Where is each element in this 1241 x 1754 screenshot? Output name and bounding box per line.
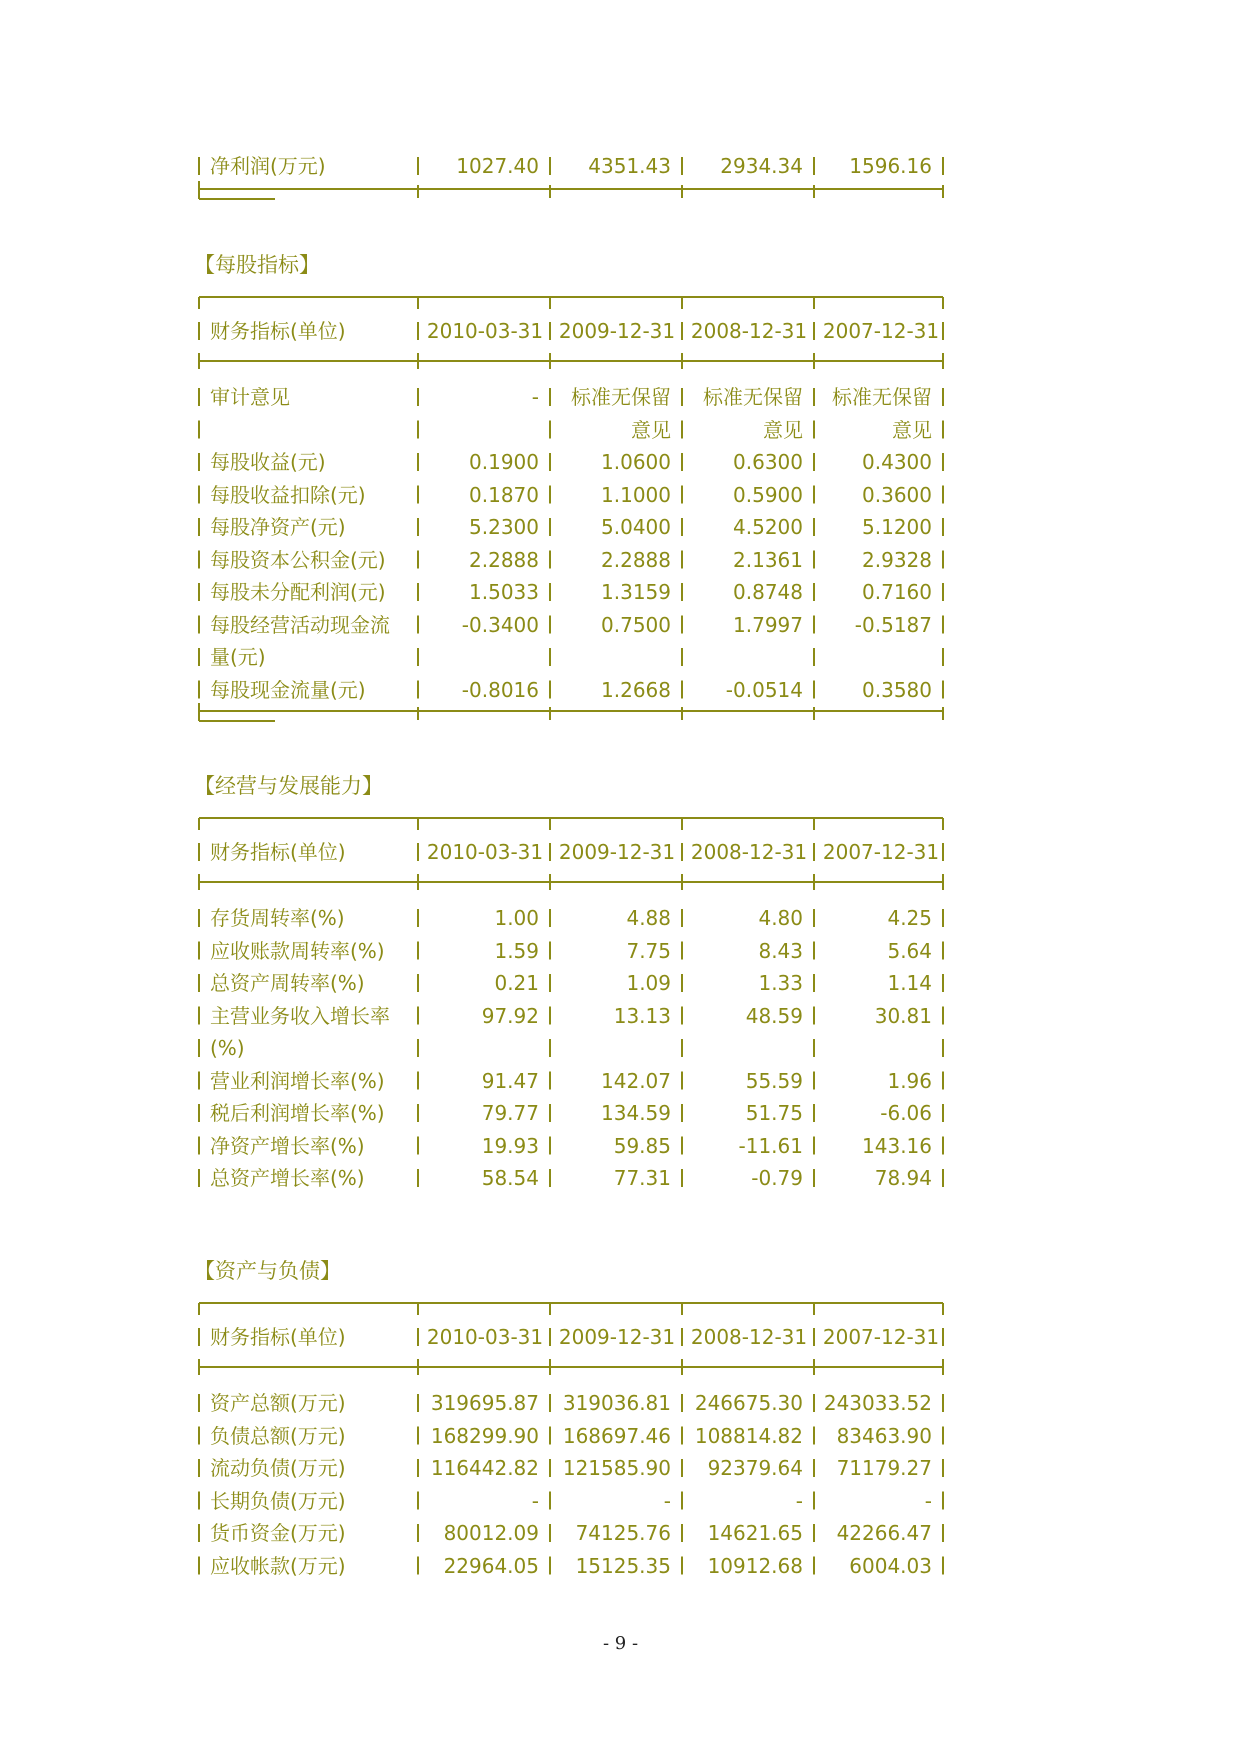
table-cell-value-2008: 意见 — [763, 417, 803, 442]
table-header-2007: 2007-12-31 — [822, 1325, 940, 1349]
table-cell-value-2008: 55.59 — [745, 1068, 803, 1093]
table-cell-value-2007: 78.94 — [874, 1166, 932, 1190]
table-cell-value-2010: 319695.87 — [430, 1391, 539, 1415]
table-cell-value-2008: 标准无保留 — [703, 385, 803, 409]
table-cell-value-2007: -6.06 — [880, 1101, 932, 1125]
table-cell-value-2009: 1.2668 — [601, 677, 671, 702]
table-cell-value-2010: 0.1900 — [469, 450, 539, 474]
table-cell-value-2007: 0.3600 — [862, 482, 932, 507]
table-header-2009: 2009-12-31 — [558, 319, 676, 343]
table-header-2010: 2010-03-31 — [426, 1325, 544, 1349]
table-cell-value-2008: 1.33 — [758, 971, 803, 995]
table-cell-value-2009: 142.07 — [601, 1068, 671, 1093]
table-cell-value-2009: 134.59 — [601, 1101, 671, 1125]
table-cell-value-2010: 22964.05 — [443, 1553, 539, 1578]
continuation-value-2009: 4351.43 — [588, 154, 671, 178]
table-cell-row-label: 负债总额(万元) — [210, 1423, 346, 1448]
continuation-value-2008: 2934.34 — [720, 154, 803, 178]
continuation-row-label: 净利润(万元) — [210, 154, 326, 178]
table-cell-row-label: 每股现金流量(元) — [210, 677, 366, 702]
table-header-2010: 2010-03-31 — [426, 840, 544, 864]
table-cell-row-label: 净资产增长率(%) — [210, 1133, 365, 1158]
table-cell-value-2007: 83463.90 — [836, 1423, 932, 1448]
table-cell-value-2010: 58.54 — [481, 1166, 539, 1190]
table-cell-value-2008: 2.1361 — [733, 547, 803, 572]
continuation-value-2007: 1596.16 — [849, 154, 932, 178]
table-cell-row-label: 每股净资产(元) — [210, 515, 346, 539]
section-title-assets-liabilities: 【资产与负债】 — [194, 1259, 341, 1283]
table-cell-value-2008: -11.61 — [738, 1133, 803, 1158]
table-cell-value-2009: 1.1000 — [601, 482, 671, 507]
table-cell-value-2008: 0.8748 — [733, 580, 803, 604]
table-header-2010: 2010-03-31 — [426, 319, 544, 343]
table-header-label: 财务指标(单位) — [210, 319, 346, 343]
table-cell-value-2009: 319036.81 — [562, 1391, 671, 1415]
table-cell-value-2009: 121585.90 — [562, 1456, 671, 1480]
table-header-label: 财务指标(单位) — [210, 840, 346, 864]
table-cell-value-2007: 0.4300 — [862, 450, 932, 474]
continuation-value-2010: 1027.40 — [456, 154, 539, 178]
table-cell-value-2010: 168299.90 — [430, 1423, 539, 1448]
table-cell-value-2009: 13.13 — [613, 1003, 671, 1028]
table-cell-value-2009: - — [663, 1488, 671, 1513]
table-cell-value-2008: 1.7997 — [733, 612, 803, 637]
section-1-table-rules — [199, 297, 943, 721]
section-title-per-share: 【每股指标】 — [194, 253, 320, 277]
table-cell-row-label: 存货周转率(%) — [210, 906, 345, 930]
table-cell-value-2008: - — [795, 1488, 803, 1513]
table-cell-row-label: 总资产周转率(%) — [210, 971, 365, 995]
table-cell-value-2010: 80012.09 — [443, 1521, 539, 1545]
table-cell-value-2009: 77.31 — [613, 1166, 671, 1190]
table-cell-row-label: 每股未分配利润(元) — [210, 580, 386, 604]
table-cell-value-2007: 2.9328 — [862, 547, 932, 572]
table-header-2008: 2008-12-31 — [690, 319, 808, 343]
table-cell-value-2010: -0.8016 — [461, 677, 539, 702]
table-cell-value-2009: 2.2888 — [601, 547, 671, 572]
table-cell-value-2008: 10912.68 — [707, 1553, 803, 1578]
table-header-label: 财务指标(单位) — [210, 1325, 346, 1349]
table-cell-value-2007: 5.64 — [887, 938, 932, 963]
table-cell-value-2008: 48.59 — [745, 1003, 803, 1028]
table-cell-value-2010: 116442.82 — [430, 1456, 539, 1480]
table-cell-value-2009: 1.0600 — [601, 450, 671, 474]
table-cell-value-2009: 4.88 — [626, 906, 671, 930]
table-cell-row-label: 量(元) — [210, 645, 266, 669]
table-header-2008: 2008-12-31 — [690, 840, 808, 864]
table-cell-value-2008: 51.75 — [745, 1101, 803, 1125]
table-cell-value-2009: 意见 — [631, 417, 671, 442]
table-cell-value-2008: 92379.64 — [707, 1456, 803, 1480]
table-cell-value-2010: 79.77 — [481, 1101, 539, 1125]
table-cell-value-2008: 4.80 — [758, 906, 803, 930]
table-cell-value-2010: 5.2300 — [469, 515, 539, 539]
table-header-2009: 2009-12-31 — [558, 840, 676, 864]
table-header-2007: 2007-12-31 — [822, 840, 940, 864]
table-header-2008: 2008-12-31 — [690, 1325, 808, 1349]
table-cell-value-2010: 0.21 — [494, 971, 539, 995]
continuation-table-rules — [199, 181, 943, 199]
table-cell-value-2008: 108814.82 — [694, 1423, 803, 1448]
table-cell-row-label: 流动负债(万元) — [210, 1456, 346, 1480]
table-cell-value-2009: 59.85 — [613, 1133, 671, 1158]
table-cell-row-label: 每股收益(元) — [210, 450, 326, 474]
table-cell-value-2007: - — [924, 1488, 932, 1513]
table-cell-value-2009: 7.75 — [626, 938, 671, 963]
table-cell-value-2007: 30.81 — [874, 1003, 932, 1028]
page-number: - 9 - — [602, 1633, 639, 1654]
table-cell-row-label: 每股经营活动现金流 — [210, 612, 390, 637]
table-cell-value-2007: 意见 — [892, 417, 932, 442]
table-cell-value-2009: 15125.35 — [575, 1553, 671, 1578]
table-cell-row-label: 资产总额(万元) — [210, 1391, 346, 1415]
table-cell-value-2009: 168697.46 — [562, 1423, 671, 1448]
section-title-operations: 【经营与发展能力】 — [194, 774, 383, 798]
table-cell-value-2007: 6004.03 — [849, 1553, 932, 1578]
table-cell-value-2008: 4.5200 — [733, 515, 803, 539]
table-header-2007: 2007-12-31 — [822, 319, 940, 343]
table-cell-value-2007: 0.3580 — [862, 677, 932, 702]
table-cell-row-label: 总资产增长率(%) — [210, 1166, 365, 1190]
table-cell-value-2007: 71179.27 — [836, 1456, 932, 1480]
table-cell-value-2010: 1.00 — [494, 906, 539, 930]
table-cell-value-2010: 1.59 — [494, 938, 539, 963]
table-cell-row-label: 每股收益扣除(元) — [210, 482, 366, 507]
table-cell-value-2009: 0.7500 — [601, 612, 671, 637]
table-cell-value-2010: -0.3400 — [461, 612, 539, 637]
table-cell-value-2008: 0.6300 — [733, 450, 803, 474]
table-cell-value-2007: 1.14 — [887, 971, 932, 995]
table-cell-row-label: 应收帐款(万元) — [210, 1553, 346, 1578]
table-cell-value-2007: 4.25 — [887, 906, 932, 930]
table-cell-value-2008: -0.79 — [751, 1166, 803, 1190]
table-cell-value-2010: - — [531, 1488, 539, 1513]
table-cell-value-2008: 14621.65 — [707, 1521, 803, 1545]
table-cell-row-label: 主营业务收入增长率 — [210, 1003, 390, 1028]
table-cell-row-label: 长期负债(万元) — [210, 1488, 346, 1513]
table-cell-value-2010: 19.93 — [481, 1133, 539, 1158]
table-cell-value-2010: 1.5033 — [469, 580, 539, 604]
table-cell-row-label: (%) — [210, 1036, 245, 1060]
table-cell-value-2008: 8.43 — [758, 938, 803, 963]
table-cell-value-2010: 0.1870 — [469, 482, 539, 507]
table-cell-value-2007: 0.7160 — [862, 580, 932, 604]
table-cell-value-2009: 1.09 — [626, 971, 671, 995]
table-cell-value-2007: 标准无保留 — [832, 385, 932, 409]
table-cell-row-label: 营业利润增长率(%) — [210, 1068, 385, 1093]
table-header-2009: 2009-12-31 — [558, 1325, 676, 1349]
table-cell-value-2007: 42266.47 — [836, 1521, 932, 1545]
table-cell-row-label: 每股资本公积金(元) — [210, 547, 386, 572]
table-cell-value-2010: 97.92 — [481, 1003, 539, 1028]
table-cell-value-2007: 5.1200 — [862, 515, 932, 539]
table-cell-row-label: 审计意见 — [210, 385, 290, 409]
table-cell-value-2007: 243033.52 — [823, 1391, 932, 1415]
table-cell-value-2010: - — [531, 385, 539, 409]
table-cell-value-2009: 74125.76 — [575, 1521, 671, 1545]
table-cell-row-label: 应收账款周转率(%) — [210, 938, 385, 963]
table-cell-value-2009: 5.0400 — [601, 515, 671, 539]
table-cell-value-2007: 143.16 — [862, 1133, 932, 1158]
table-cell-value-2008: 0.5900 — [733, 482, 803, 507]
table-cell-row-label: 货币资金(万元) — [210, 1521, 346, 1545]
table-cell-value-2007: -0.5187 — [854, 612, 932, 637]
table-cell-value-2010: 91.47 — [481, 1068, 539, 1093]
table-cell-value-2008: 246675.30 — [694, 1391, 803, 1415]
table-cell-value-2009: 1.3159 — [601, 580, 671, 604]
table-cell-value-2008: -0.0514 — [725, 677, 803, 702]
table-cell-value-2007: 1.96 — [887, 1068, 932, 1093]
table-cell-value-2010: 2.2888 — [469, 547, 539, 572]
table-cell-value-2009: 标准无保留 — [571, 385, 671, 409]
table-cell-row-label: 税后利润增长率(%) — [210, 1101, 385, 1125]
